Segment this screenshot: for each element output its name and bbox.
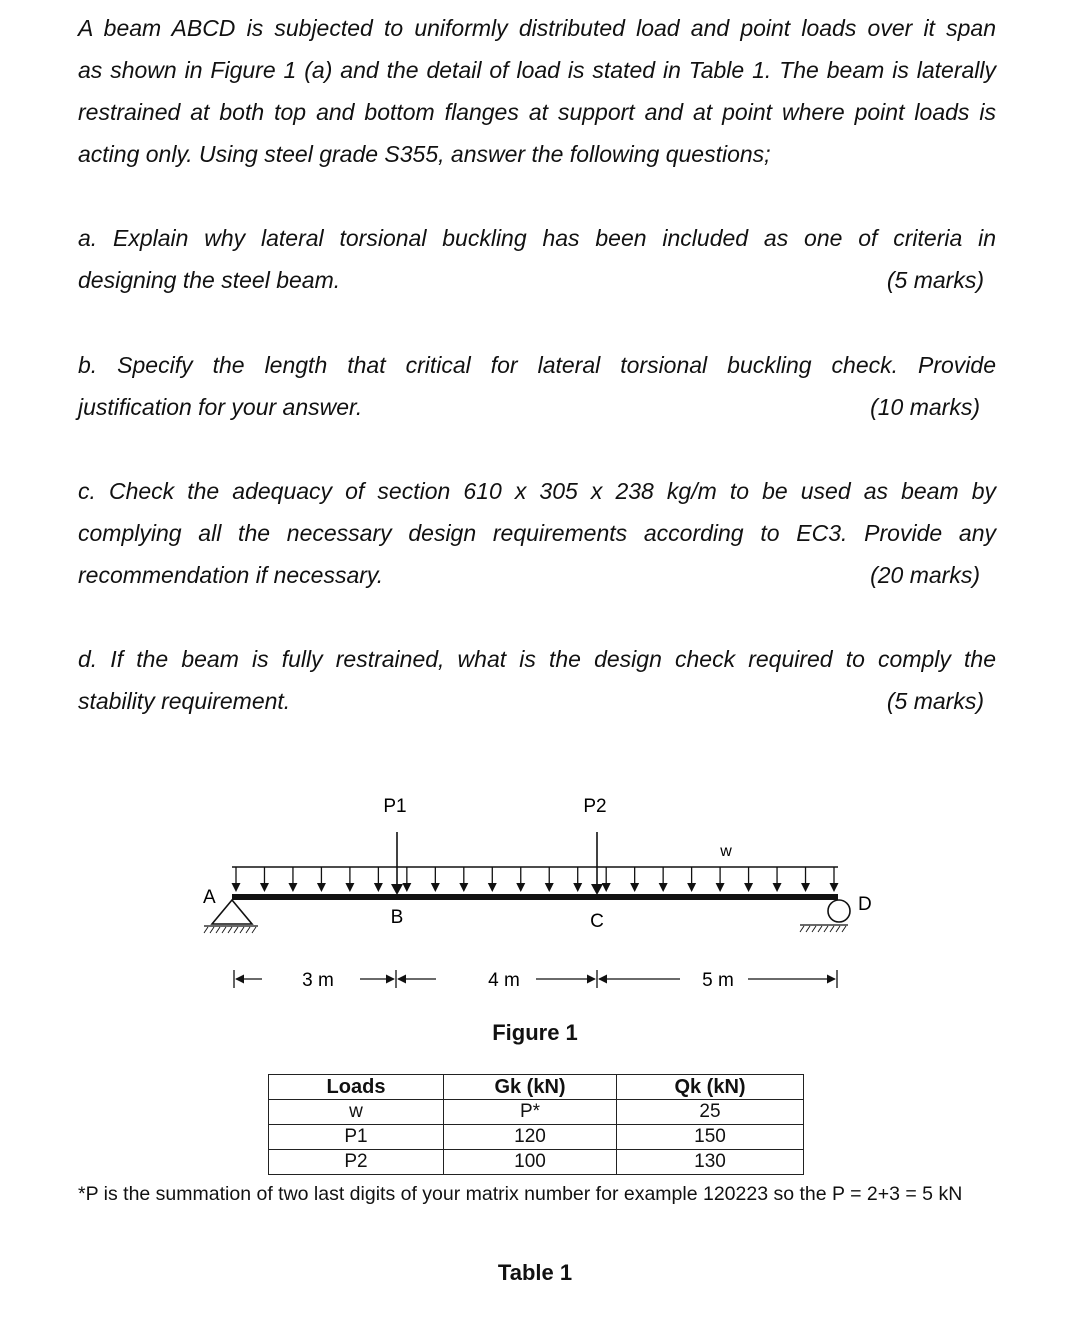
table-caption: Table 1 <box>497 1260 573 1285</box>
udl-arrow <box>716 867 725 892</box>
udl-arrow <box>488 867 497 892</box>
table-cell: 150 <box>617 1125 804 1150</box>
table-cell: w <box>269 1100 444 1125</box>
udl-arrow <box>773 867 782 892</box>
point-load-p1-arrow <box>391 832 403 895</box>
load-table <box>268 1074 804 1175</box>
intro-line-3: restrained at both top and bottom flanges at support and at point where point loads is <box>78 99 996 125</box>
question-d <box>78 638 996 722</box>
question-b <box>78 344 996 428</box>
udl-arrow <box>288 867 297 892</box>
table-cell: 120 <box>444 1125 617 1150</box>
label-w: w <box>720 843 732 860</box>
question-c-line-1: c. Check the adequacy of section 610 x 305 x 238 kg/m to be used as beam by <box>78 478 996 504</box>
table-cell: 130 <box>617 1150 804 1175</box>
intro-line-1: A beam ABCD is subjected to uniformly distributed load and point loads over it span <box>78 15 996 41</box>
table-row <box>269 1100 804 1125</box>
dimension-ab: 3 m <box>302 970 334 991</box>
question-c-line-2: complying all the necessary design requirements according to EC3. Provide any <box>78 520 996 546</box>
intro-line-4: acting only. Using steel grade S355, answer the following questions; <box>78 141 771 167</box>
label-p1: P1 <box>383 796 407 817</box>
figure-caption: Figure 1 <box>492 1020 578 1045</box>
udl-arrow <box>830 867 839 892</box>
udl-arrow <box>260 867 269 892</box>
table-row <box>269 1150 804 1175</box>
udl-arrow <box>345 867 354 892</box>
udl-arrow <box>374 867 383 892</box>
label-a: A <box>203 887 216 908</box>
label-p2: P2 <box>583 796 607 817</box>
question-b-line-1: b. Specify the length that critical for lateral torsional buckling check. Provide <box>78 352 996 378</box>
udl-arrow <box>516 867 525 892</box>
udl-arrow <box>687 867 696 892</box>
dimension-cd: 5 m <box>702 970 734 991</box>
table-cell: P* <box>444 1100 617 1125</box>
table-footnote: *P is the summation of two last digits of your matrix number for example 120223 so the P = 2+3 = 5 kN <box>78 1183 963 1205</box>
table-row <box>269 1125 804 1150</box>
beam <box>232 894 838 900</box>
udl-arrow <box>602 867 611 892</box>
question-a-line-1: a. Explain why lateral torsional buckling has been included as one of criteria in <box>78 225 996 251</box>
question-c-line-3: recommendation if necessary. <box>78 562 384 588</box>
question-a <box>78 217 996 301</box>
question-b-marks: (10 marks) <box>870 394 980 420</box>
label-d: D <box>858 894 872 915</box>
udl-arrows <box>232 867 839 892</box>
table-cell: 25 <box>617 1100 804 1125</box>
table-cell: 100 <box>444 1150 617 1175</box>
table-cell: P2 <box>269 1150 444 1175</box>
question-d-line-1: d. If the beam is fully restrained, what is the design check required to comply the <box>78 646 996 672</box>
udl-arrow <box>232 867 241 892</box>
header-loads: Loads <box>269 1075 444 1100</box>
point-load-p2-arrow <box>591 832 603 895</box>
question-b-line-2: justification for your answer. <box>78 394 363 420</box>
udl-arrow <box>630 867 639 892</box>
question-a-marks: (5 marks) <box>886 267 984 293</box>
udl-arrow <box>573 867 582 892</box>
header-gk: Gk (kN) <box>444 1075 617 1100</box>
table-cell: P1 <box>269 1125 444 1150</box>
question-d-line-2: stability requirement. <box>78 688 291 714</box>
header-qk: Qk (kN) <box>617 1075 804 1100</box>
question-c-marks: (20 marks) <box>870 562 980 588</box>
udl-arrow <box>459 867 468 892</box>
label-c: C <box>590 911 604 932</box>
roller-support-d <box>800 900 850 932</box>
dimension-bc: 4 m <box>488 970 520 991</box>
udl-arrow <box>402 867 411 892</box>
udl-arrow <box>317 867 326 892</box>
intro-paragraph <box>78 7 996 175</box>
udl-arrow <box>659 867 668 892</box>
question-c <box>78 470 996 596</box>
question-d-marks: (5 marks) <box>886 688 984 714</box>
beam-diagram <box>0 780 1080 1010</box>
question-a-line-2: designing the steel beam. <box>78 267 341 293</box>
udl-arrow <box>431 867 440 892</box>
udl-arrow <box>801 867 810 892</box>
udl-arrow <box>545 867 554 892</box>
table-header-row <box>269 1075 804 1100</box>
udl-arrow <box>744 867 753 892</box>
intro-line-2: as shown in Figure 1 (a) and the detail of load is stated in Table 1. The beam is laterally <box>78 57 996 83</box>
label-b: B <box>390 907 404 928</box>
